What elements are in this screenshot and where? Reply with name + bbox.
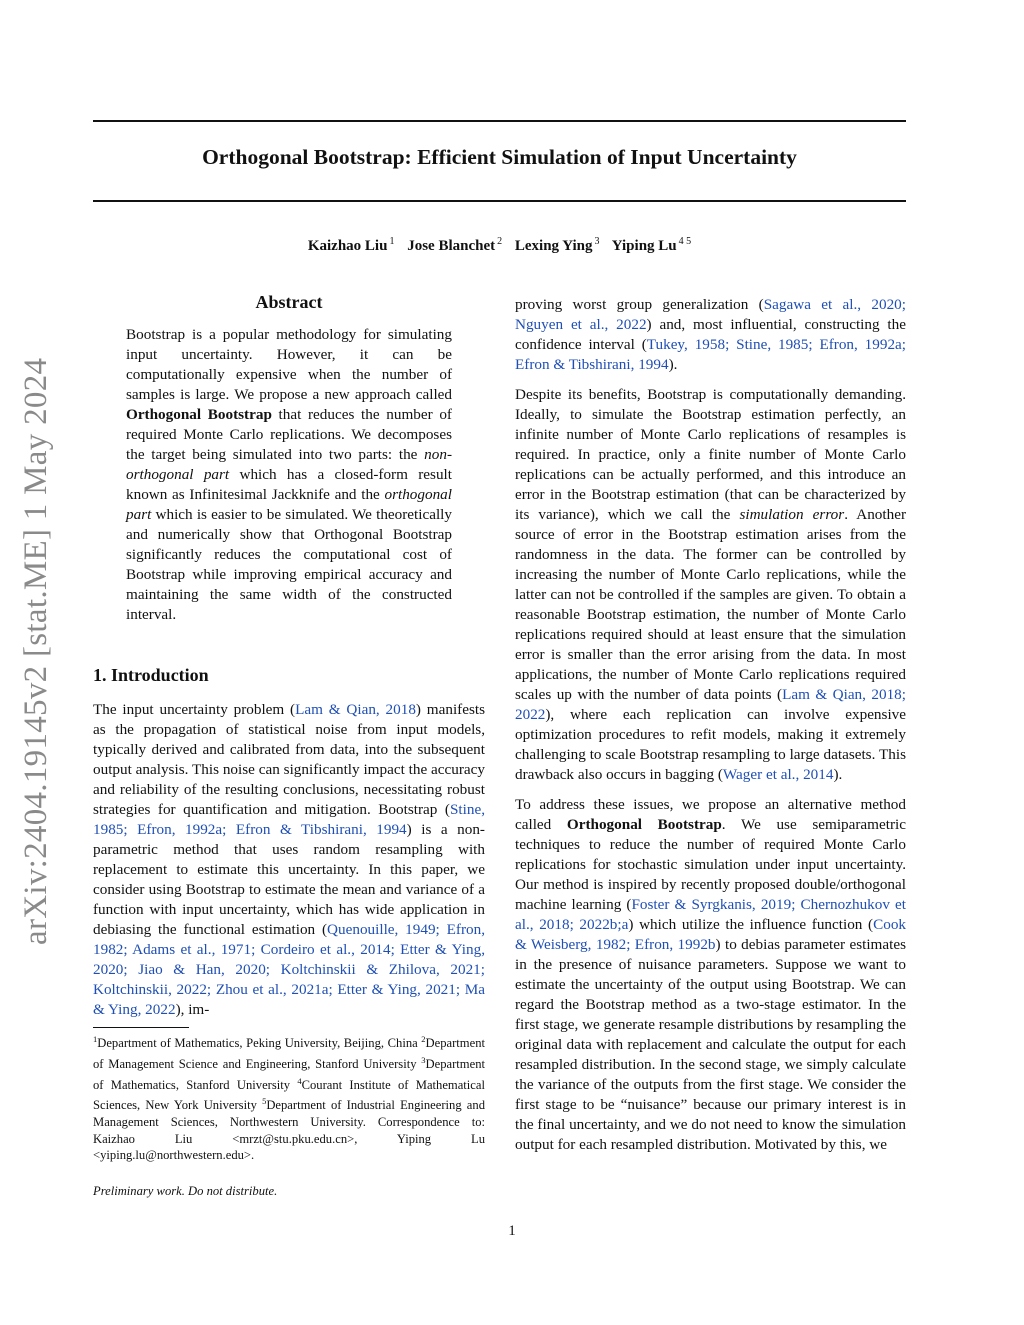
- citation-link[interactable]: Cook & Weisberg, 1982; Efron, 1992b: [515, 916, 907, 953]
- introduction-body: The input uncertainty problem (Lam & Qian, 2018) manifests as the propagation of statistical noise from input models, typically derived and calibrated from data, into the subsequent output analysis. This noise can significantly impact the accuracy and reliability of the resulting conclusions, necessitating robust strategies for quantification and mitigation. Bootstrap (Stine, 1985; Efron, 1992a; Efron & Tibshirani, 1994) is a non-parametric method that uses random resampling with replacement to estimate this uncertainty. In this paper, we consider using Bootstrap to estimate the mean and variance of a function with input uncertainty, which has wide application in debiasing the functional estimation (Quenouille, 1949; Efron, 1982; Adams et al., 1971; Cordeiro et al., 2014; Etter & Ying, 2020; Jiao & Han, 2020; Koltchinskii & Zhilova, 2021; Koltchinskii, 2022; Zhou et al., 2021a; Etter & Ying, 2021; Ma & Ying, 2022), im-: [93, 701, 486, 1018]
- title-top-rule: [93, 120, 906, 122]
- citation-link[interactable]: Lam & Qian, 2018; 2022: [515, 686, 906, 723]
- author: Yiping Lu $^{4 5}$: [611, 236, 692, 254]
- section-heading-introduction: 1. Introduction: [93, 665, 209, 685]
- citation-link[interactable]: Quenouille, 1949; Efron, 1982; Adams et al., 1971; Cordeiro et al., 2014; Etter & Ying, 2020; Jiao & Han, 2020; Koltchinskii & Zhilova, 2021; Koltchinskii, 2022; Zhou et al., 2021a; Etter & Ying, 2021; Ma & Ying, 2022: [93, 921, 485, 1018]
- citation-link[interactable]: Stine, 1985; Efron, 1992a; Efron & Tibshirani, 1994: [93, 801, 485, 838]
- paragraph: proving worst group generalization (Sagawa et al., 2020; Nguyen et al., 2022) and, most influential, constructing the confidence interval (Tukey, 1958; Stine, 1985; Efron, 1992a; Efron & Tibshirani, 1994).: [515, 296, 906, 373]
- paragraph: Despite its benefits, Bootstrap is computationally demanding. Ideally, to simulate the Bootstrap estimation perfectly, an infinite number of Monte Carlo replications of resamples is required. In practice, only a finite number of Monte Carlo replications can be actually performed, and this introduce an error in the Bootstrap estimation (that can be characterized by its variance), which we call the simulation error. Another source of error in the Bootstrap estimation arises from the randomness in the data. The former can be controlled by increasing the number of Monte Carlo replications, while the latter can not be controlled if the samples are given. To obtain a reasonable Bootstrap estimation, the number of Monte Carlo replications required should at least ensure that the simulation error is smaller than the error arising from the data. In most applications, the number of Monte Carlo replications required scales up with the number of data points (Lam & Qian, 2018; 2022), where each replication can involve expensive optimization procedures to refit models, making it extremely challenging to scale Bootstrap resampling to large datasets. This drawback also occurs in bagging (Wager et al., 2014).: [515, 386, 906, 783]
- paper-title: Orthogonal Bootstrap: Efficient Simulation of Input Uncertainty: [202, 145, 797, 169]
- citation-link[interactable]: Wager et al., 2014: [722, 766, 834, 783]
- footnote-rule: [93, 1027, 189, 1028]
- citation-link[interactable]: Tukey, 1958; Stine, 1985; Efron, 1992a; Efron & Tibshirani, 1994: [515, 336, 906, 373]
- author: Lexing Ying $^3$: [514, 236, 600, 254]
- author: Kaizhao Liu $^1$: [307, 236, 395, 254]
- title-bottom-rule: [93, 200, 906, 202]
- arxiv-identifier: arXiv:2404.19145v2 [stat.ME] 1 May 2024: [18, 357, 54, 945]
- citation-link[interactable]: Sagawa et al., 2020; Nguyen et al., 2022: [515, 296, 906, 333]
- abstract-heading: Abstract: [255, 292, 323, 312]
- author-list: [93, 236, 906, 255]
- citation-link[interactable]: Lam & Qian, 2018: [295, 701, 416, 718]
- right-column-body: [515, 295, 906, 1165]
- paragraph: To address these issues, we propose an alternative method called Orthogonal Bootstrap. We use semiparametric techniques to reduce the number of required Monte Carlo replications for stochastic simulation under input uncertainty. Our method is inspired by recently proposed double/orthogonal machine learning (Foster & Syrgkanis, 2019; Chernozhukov et al., 2018; 2022b;a) which utilize the influence function (Cook & Weisberg, 1982; Efron, 1992b) to debias parameter estimates in the presence of nuisance parameters. Suppose we want to estimate the uncertainty of the output using Bootstrap. We can regard the Bootstrap method as a two-stage estimator. In the first stage, we generate resample distributions by resampling the original data with replacement and calculate the output for each resampled distribution. In the second stage, we simply calculate the variance of the outputs from the first stage. We consider the first stage to be “nuisance” because our primary interest is in the final uncertainty, and we do not need to know the simulation output for each resampled distribution. Motivated by this, we: [515, 796, 907, 1153]
- page-number: 1: [508, 1223, 516, 1239]
- abstract-body: Bootstrap is a popular methodology for simulating input uncertainty. However, it can be computationally expensive when the number of samples is large. We propose a new approach called Orthogonal Bootstrap that reduces the number of required Monte Carlo replications. We decomposes the target being simulated into two parts: the non-orthogonal part which has a closed-form result known as Infinitesimal Jackknife and the orthogonal part which is easier to be simulated. We theoretically and numerically show that Orthogonal Bootstrap significantly reduces the computational cost of Bootstrap while improving empirical accuracy and maintaining the same width of the constructed interval.: [126, 326, 452, 623]
- affiliations-footnote: $^1$Department of Mathematics, Peking University, Beijing, China $^2$Department of Management Science and Engineering, Stanford University $^3$Department of Mathematics, Stanford University $^4$Courant Institute of Mathematical Sciences, New York University $^5$Department of Industrial Engineering and Management Sciences, Northwestern University. Correspondence to: Kaizhao Liu <mrzt@stu.pku.edu.cn>, Yiping Lu <yiping.lu@northwestern.edu>.: [93, 1034, 485, 1163]
- citation-link[interactable]: Foster & Syrgkanis, 2019; Chernozhukov et al., 2018; 2022b;a: [515, 896, 906, 933]
- author: Jose Blanchet $^2$: [407, 236, 503, 254]
- preliminary-note: Preliminary work. Do not distribute.: [93, 1184, 278, 1198]
